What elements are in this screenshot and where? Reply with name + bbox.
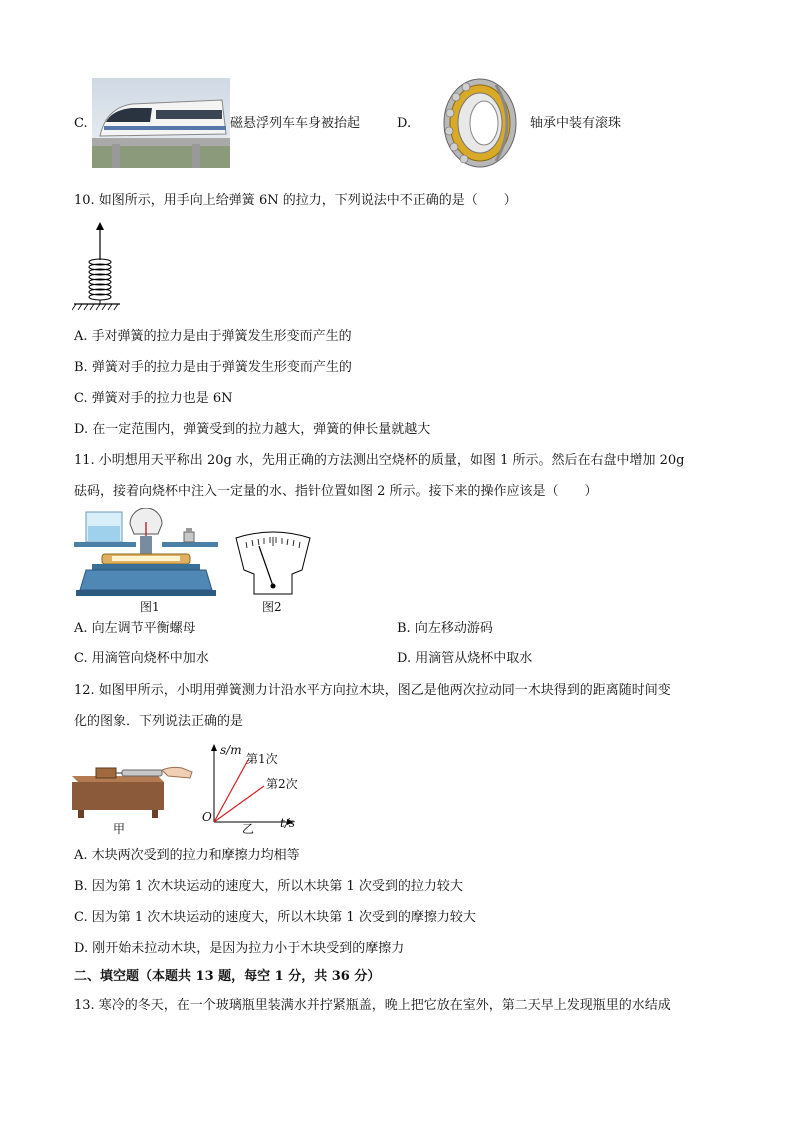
q9-option-d-text: 轴承中装有滚珠: [530, 116, 622, 131]
balance-figure: [72, 508, 220, 600]
q12-stem-line2: 化的图象．下列说法正确的是: [74, 714, 244, 729]
graph-line2-label: 第2次: [266, 777, 298, 791]
graph-line1-label: 第1次: [246, 752, 278, 766]
table-pull-figure: [72, 762, 194, 818]
pointer-scale-figure: [232, 530, 314, 596]
bearing-image: [436, 75, 520, 171]
q11-option-b: B. 向左移动游码: [397, 621, 493, 636]
maglev-train-image: [92, 78, 230, 168]
q11-option-d: D. 用滴管从烧杯中取水: [397, 651, 533, 666]
q10-stem: 10. 如图所示，用手向上给弹簧 6N 的拉力，下列说法中不正确的是（ ）: [74, 193, 517, 208]
q10-option-a: A. 手对弹簧的拉力是由于弹簧发生形变而产生的: [74, 329, 352, 344]
q9-option-d-letter: D.: [397, 116, 412, 131]
q10-option-c: C. 弹簧对手的拉力也是 6N: [74, 391, 233, 406]
q9-option-c-text: 磁悬浮列车车身被抬起: [230, 116, 361, 131]
q12-option-d: D. 刚开始未拉动木块，是因为拉力小于木块受到的摩擦力: [74, 941, 405, 956]
q11-option-c: C. 用滴管向烧杯中加水: [74, 651, 209, 666]
q13-stem: 13. 寒冷的冬天，在一个玻璃瓶里装满水并拧紧瓶盖，晚上把它放在室外，第二天早上发现瓶里的水结成: [74, 998, 671, 1013]
q12-stem-line1: 12. 如图甲所示，小明用弹簧测力计沿水平方向拉木块，图乙是他两次拉动同一木块得到的距离随时间变: [74, 683, 671, 698]
q10-option-b: B. 弹簧对手的拉力是由于弹簧发生形变而产生的: [74, 360, 352, 375]
section-title: 二、填空题（本题共 13 题，每空 1 分，共 36 分）: [74, 969, 381, 984]
q12-option-a: A. 木块两次受到的拉力和摩擦力均相等: [74, 848, 300, 863]
graph-origin-label: O: [202, 810, 212, 824]
q9-option-c-letter: C.: [74, 116, 88, 131]
fig1-label: 图1: [140, 600, 160, 614]
spring-diagram: [72, 220, 122, 315]
q11-stem-line2: 砝码，接着向烧杯中注入一定量的水、指针位置如图 2 所示。接下来的操作应该是（ ）: [74, 484, 598, 499]
q10-option-d: D. 在一定范围内，弹簧受到的拉力越大，弹簧的伸长量就越大: [74, 422, 431, 437]
q12-option-b: B. 因为第 1 次木块运动的速度大，所以木块第 1 次受到的拉力较大: [74, 879, 463, 894]
q11-option-a: A. 向左调节平衡螺母: [74, 621, 196, 636]
fig2-label: 图2: [262, 600, 282, 614]
q11-stem-line1: 11. 小明想用天平称出 20g 水，先用正确的方法测出空烧杯的质量，如图 1 所示。然后在右盘中增加 20g: [74, 453, 685, 468]
graph-x-label: t/s: [280, 816, 296, 830]
fig-yi-label: 乙: [242, 822, 255, 836]
graph-y-label: s/m: [220, 743, 242, 757]
fig-jia-label: 甲: [113, 822, 126, 836]
q12-option-c: C. 因为第 1 次木块运动的速度大，所以木块第 1 次受到的摩擦力较大: [74, 910, 476, 925]
